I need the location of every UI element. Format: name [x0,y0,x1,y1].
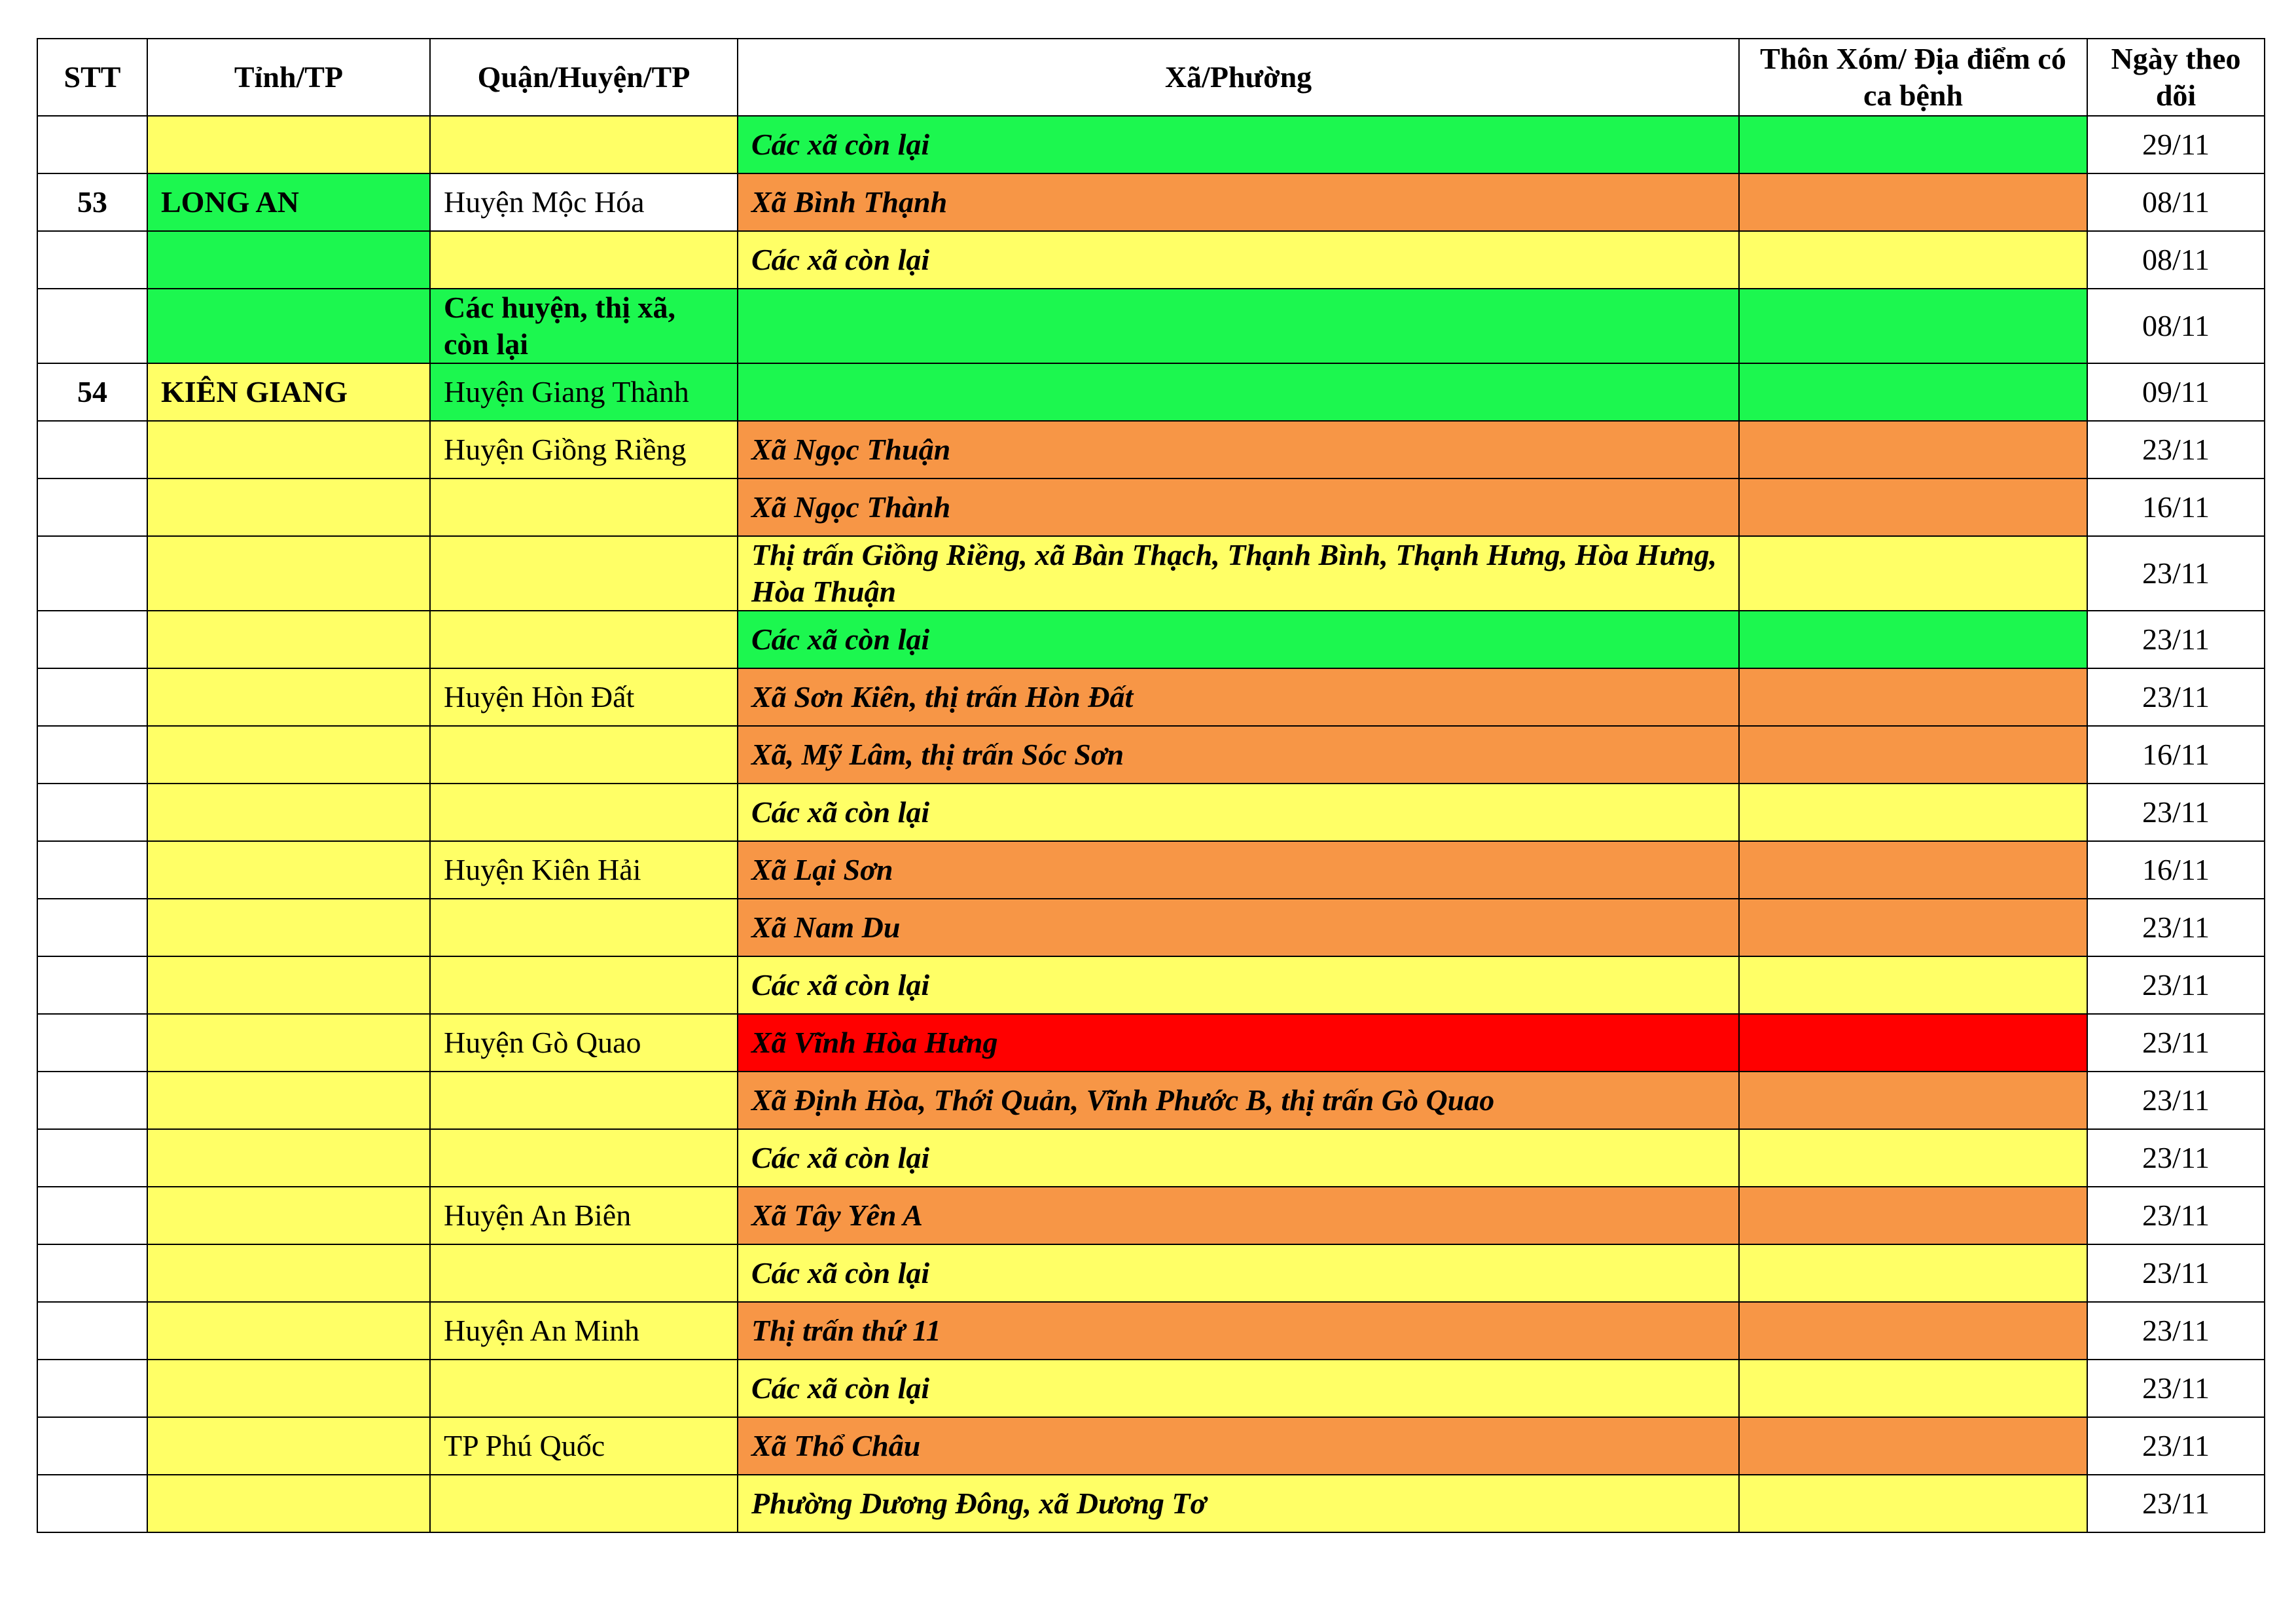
table-row [37,1360,2265,1417]
cell-province [147,611,430,668]
cell-date: 29/11 [2087,116,2265,173]
cell-ward: Các xã còn lại [738,611,1739,668]
cell-date: 08/11 [2087,289,2265,363]
header-row [37,39,2265,116]
table-row [37,1129,2265,1187]
cell-hamlet [1739,363,2087,421]
header-district: Quận/Huyện/TP [430,39,738,116]
cell-ward: Các xã còn lại [738,784,1739,841]
cell-hamlet [1739,841,2087,899]
cell-date: 16/11 [2087,478,2265,536]
cell-province [147,289,430,363]
cell-district: Huyện Giồng Riềng [430,421,738,478]
cell-date: 23/11 [2087,1072,2265,1129]
cell-district: Huyện An Biên [430,1187,738,1244]
cell-stt [37,1244,147,1302]
table-row [37,289,2265,363]
cell-stt [37,116,147,173]
cell-district [430,899,738,956]
cell-ward: Xã Ngọc Thành [738,478,1739,536]
cell-hamlet [1739,611,2087,668]
cell-hamlet [1739,1244,2087,1302]
cell-hamlet [1739,1360,2087,1417]
cell-ward: Xã Định Hòa, Thới Quản, Vĩnh Phước B, thị trấn Gò Quao [738,1072,1739,1129]
cell-district [430,1072,738,1129]
table-row [37,1014,2265,1072]
cell-stt [37,1360,147,1417]
cell-stt [37,231,147,289]
cell-ward: Xã Tây Yên A [738,1187,1739,1244]
cell-hamlet [1739,1302,2087,1360]
cell-date: 23/11 [2087,1244,2265,1302]
cell-hamlet [1739,784,2087,841]
cell-hamlet [1739,231,2087,289]
cell-province [147,841,430,899]
cell-stt [37,1187,147,1244]
covid-risk-table [37,38,2265,1533]
table-row [37,611,2265,668]
cell-stt [37,784,147,841]
cell-hamlet [1739,1129,2087,1187]
cell-province [147,668,430,726]
cell-province [147,1417,430,1475]
cell-ward: Xã, Mỹ Lâm, thị trấn Sóc Sơn [738,726,1739,784]
cell-province [147,784,430,841]
cell-district [430,478,738,536]
cell-date: 16/11 [2087,841,2265,899]
cell-district: Huyện Giang Thành [430,363,738,421]
cell-hamlet [1739,899,2087,956]
cell-province [147,726,430,784]
cell-date: 08/11 [2087,173,2265,231]
cell-stt: 54 [37,363,147,421]
cell-ward: Các xã còn lại [738,956,1739,1014]
cell-district [430,726,738,784]
header-stt: STT [37,39,147,116]
table-row [37,363,2265,421]
cell-stt [37,841,147,899]
cell-province [147,899,430,956]
cell-stt [37,1302,147,1360]
cell-date: 23/11 [2087,1014,2265,1072]
cell-hamlet [1739,289,2087,363]
header-province: Tỉnh/TP [147,39,430,116]
cell-stt: 53 [37,173,147,231]
cell-hamlet [1739,478,2087,536]
cell-date: 23/11 [2087,1187,2265,1244]
cell-district: Huyện Mộc Hóa [430,173,738,231]
cell-ward: Xã Vĩnh Hòa Hưng [738,1014,1739,1072]
cell-date: 23/11 [2087,784,2265,841]
table-row [37,231,2265,289]
table-row [37,841,2265,899]
table-row [37,726,2265,784]
table-row [37,1302,2265,1360]
table-row [37,956,2265,1014]
cell-stt [37,536,147,611]
table-row [37,116,2265,173]
cell-province [147,1072,430,1129]
table-row [37,1244,2265,1302]
cell-province [147,1187,430,1244]
cell-province: LONG AN [147,173,430,231]
table-row [37,1475,2265,1532]
cell-hamlet [1739,1475,2087,1532]
cell-province [147,231,430,289]
cell-province [147,421,430,478]
cell-province [147,1360,430,1417]
cell-district [430,116,738,173]
table-row [37,173,2265,231]
cell-stt [37,1417,147,1475]
cell-province [147,956,430,1014]
cell-hamlet [1739,668,2087,726]
cell-ward: Xã Lại Sơn [738,841,1739,899]
cell-hamlet [1739,1014,2087,1072]
cell-stt [37,668,147,726]
cell-stt [37,1072,147,1129]
cell-date: 23/11 [2087,611,2265,668]
cell-district [430,956,738,1014]
cell-ward: Thị trấn thứ 11 [738,1302,1739,1360]
cell-ward [738,289,1739,363]
cell-date: 23/11 [2087,1475,2265,1532]
cell-hamlet [1739,726,2087,784]
cell-province: KIÊN GIANG [147,363,430,421]
cell-date: 23/11 [2087,421,2265,478]
cell-ward: Xã Thổ Châu [738,1417,1739,1475]
cell-district [430,536,738,611]
cell-hamlet [1739,956,2087,1014]
cell-ward: Phường Dương Đông, xã Dương Tơ [738,1475,1739,1532]
cell-district [430,1475,738,1532]
cell-stt [37,421,147,478]
cell-province [147,1129,430,1187]
table-row [37,1417,2265,1475]
table-row [37,668,2265,726]
cell-province [147,1302,430,1360]
cell-hamlet [1739,116,2087,173]
cell-hamlet [1739,536,2087,611]
table-row [37,1072,2265,1129]
cell-district: Huyện Kiên Hải [430,841,738,899]
cell-stt [37,899,147,956]
cell-ward: Các xã còn lại [738,1360,1739,1417]
cell-district: Huyện An Minh [430,1302,738,1360]
cell-stt [37,611,147,668]
cell-ward: Xã Sơn Kiên, thị trấn Hòn Đất [738,668,1739,726]
cell-ward: Xã Bình Thạnh [738,173,1739,231]
cell-date: 23/11 [2087,1302,2265,1360]
cell-date: 23/11 [2087,899,2265,956]
cell-province [147,1244,430,1302]
cell-date: 08/11 [2087,231,2265,289]
cell-ward [738,363,1739,421]
cell-district: TP Phú Quốc [430,1417,738,1475]
cell-district: Huyện Hòn Đất [430,668,738,726]
header-ward: Xã/Phường [738,39,1739,116]
cell-date: 23/11 [2087,1360,2265,1417]
cell-district [430,784,738,841]
cell-stt [37,726,147,784]
cell-date: 23/11 [2087,1129,2265,1187]
cell-ward: Các xã còn lại [738,1129,1739,1187]
cell-stt [37,1014,147,1072]
cell-province [147,116,430,173]
cell-stt [37,1475,147,1532]
cell-ward: Các xã còn lại [738,116,1739,173]
cell-date: 23/11 [2087,668,2265,726]
cell-district [430,1360,738,1417]
cell-stt [37,289,147,363]
cell-hamlet [1739,173,2087,231]
cell-province [147,1475,430,1532]
table-row [37,536,2265,611]
cell-ward: Các xã còn lại [738,1244,1739,1302]
cell-date: 23/11 [2087,956,2265,1014]
cell-hamlet [1739,1417,2087,1475]
table-row [37,1187,2265,1244]
cell-district [430,611,738,668]
header-date: Ngày theo dõi [2087,39,2265,116]
cell-date: 09/11 [2087,363,2265,421]
cell-district [430,1129,738,1187]
cell-stt [37,956,147,1014]
cell-stt [37,1129,147,1187]
cell-ward: Xã Nam Du [738,899,1739,956]
cell-district: Huyện Gò Quao [430,1014,738,1072]
cell-hamlet [1739,1072,2087,1129]
table-row [37,478,2265,536]
cell-ward: Thị trấn Giồng Riềng, xã Bàn Thạch, Thạnh Bình, Thạnh Hưng, Hòa Hưng, Hòa Thuận [738,536,1739,611]
table-row [37,784,2265,841]
cell-stt [37,478,147,536]
cell-district: Các huyện, thị xã, còn lại [430,289,738,363]
cell-province [147,1014,430,1072]
cell-date: 23/11 [2087,536,2265,611]
cell-date: 16/11 [2087,726,2265,784]
table-body [37,116,2265,1532]
cell-province [147,478,430,536]
cell-hamlet [1739,421,2087,478]
cell-district [430,231,738,289]
cell-date: 23/11 [2087,1417,2265,1475]
table-row [37,899,2265,956]
cell-ward: Xã Ngọc Thuận [738,421,1739,478]
cell-ward: Các xã còn lại [738,231,1739,289]
table-row [37,421,2265,478]
cell-hamlet [1739,1187,2087,1244]
cell-district [430,1244,738,1302]
header-hamlet: Thôn Xóm/ Địa điểm có ca bệnh [1739,39,2087,116]
cell-province [147,536,430,611]
